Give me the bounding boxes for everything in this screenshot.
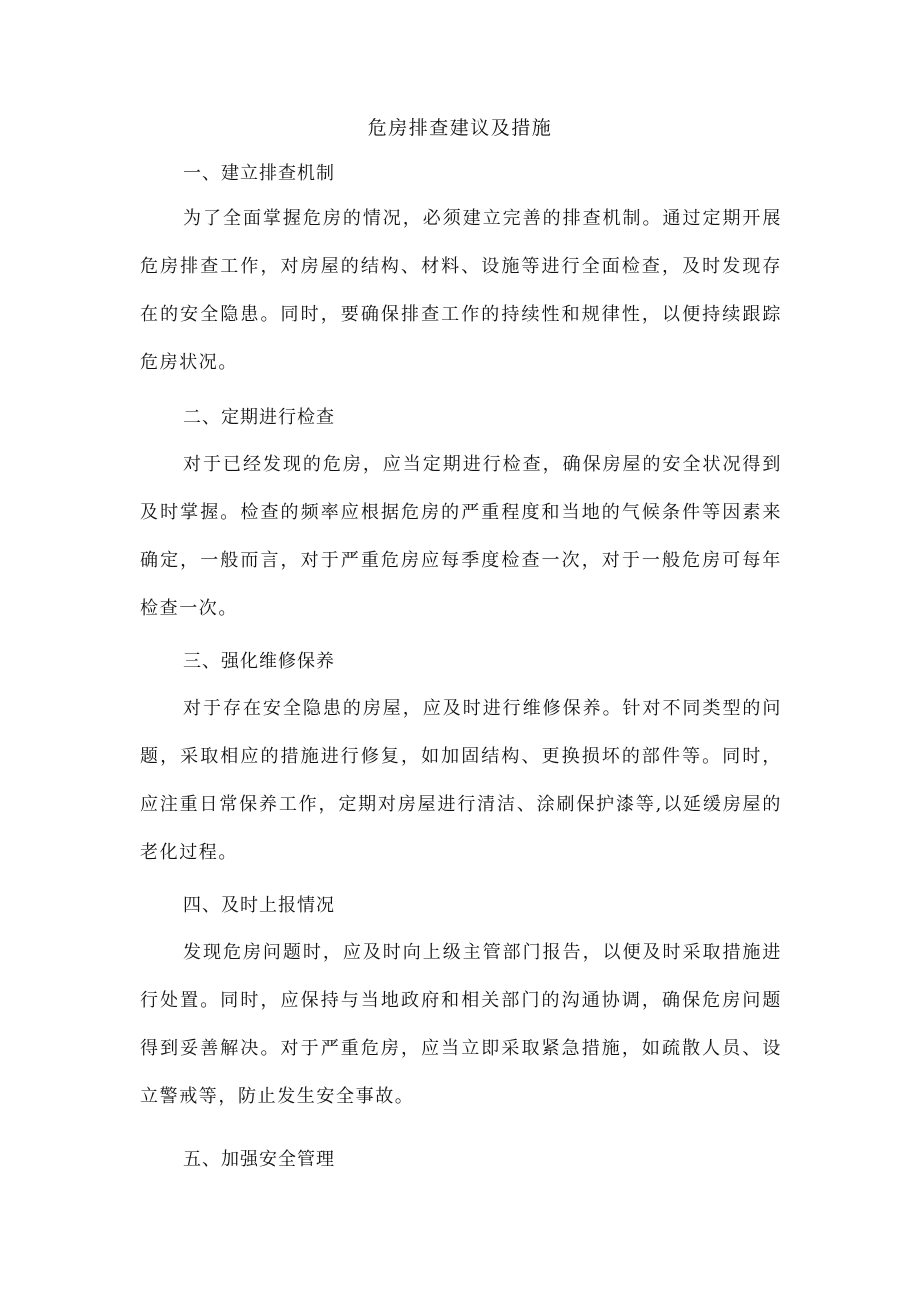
section-2 (140, 403, 782, 633)
section-4 (140, 891, 782, 1121)
section-heading: 一、建立排查机制 (183, 163, 335, 184)
section-3 (140, 647, 782, 877)
section-heading: 四、及时上报情况 (183, 895, 335, 916)
section-paragraph: 发现危房问题时，应及时向上级主管部门报告，以便及时采取措施进行处置。同时，应保持与当地政府和相关部门的沟通协调，确保危房问题得到妥善解决。对于严重危房，应当立即采取紧急措施，如疏散人员、设立警戒等，防止发生安全事故。 (140, 942, 782, 1107)
section-heading: 二、定期进行检查 (183, 407, 335, 428)
section-paragraph: 对于已经发现的危房，应当定期进行检查，确保房屋的安全状况得到及时掌握。检查的频率应根据危房的严重程度和当地的气候条件等因素来确定，一般而言，对于严重危房应每季度检查一次，对于一般危房可每年检查一次。 (140, 454, 782, 619)
document-title: 危房排查建议及措施 (367, 117, 553, 139)
section-paragraph: 对于存在安全隐患的房屋，应及时进行维修保养。针对不同类型的问题，采取相应的措施进行修复，如加固结构、更换损坏的部件等。同时，应注重日常保养工作，定期对房屋进行清洁、涂刷保护漆等,以延缓房屋的老化过程。 (140, 698, 782, 863)
section-paragraph: 为了全面掌握危房的情况，必须建立完善的排查机制。通过定期开展危房排查工作，对房屋的结构、材料、设施等进行全面检查，及时发现存在的安全隐患。同时，要确保排查工作的持续性和规律性，以便持续跟踪危房状况。 (140, 208, 782, 373)
section-heading: 五、加强安全管理 (183, 1149, 335, 1170)
document-body (140, 157, 782, 1175)
section-5 (140, 1145, 782, 1175)
section-heading: 三、强化维修保养 (183, 651, 335, 672)
section-1 (140, 159, 782, 387)
